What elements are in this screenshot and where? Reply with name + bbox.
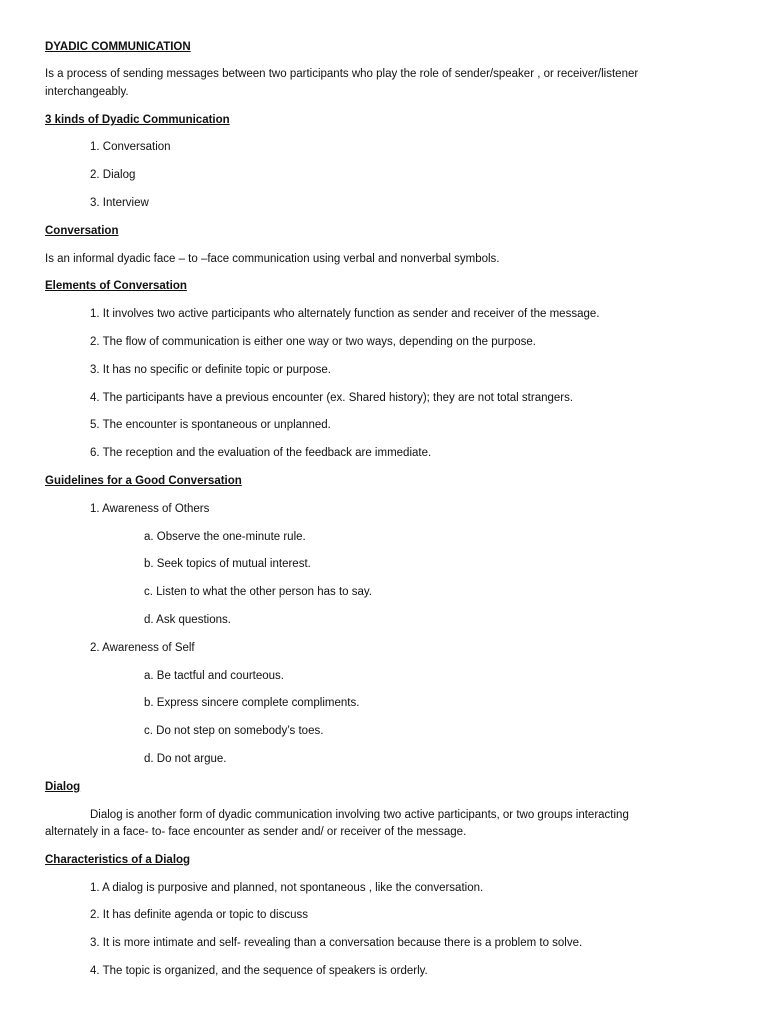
list-item: 5. The encounter is spontaneous or unplanned.: [90, 419, 331, 431]
sub-list-item: a. Observe the one-minute rule.: [144, 531, 306, 543]
list-item: 3. It is more intimate and self- revealing than a conversation because there is a problem to solve.: [90, 937, 583, 949]
section-heading-characteristics: Characteristics of a Dialog: [45, 854, 191, 866]
list-item: 4. The topic is organized, and the sequence of speakers is orderly.: [90, 965, 428, 977]
sub-list-item: a. Be tactful and courteous.: [144, 670, 285, 682]
list-item: 1. A dialog is purposive and planned, not spontaneous , like the conversation.: [90, 882, 484, 894]
list-item: 1. Conversation: [90, 141, 171, 153]
list-item: 2. Dialog: [90, 169, 136, 181]
definition-line: interchangeably.: [45, 86, 129, 98]
sub-list-item: d. Do not argue.: [144, 753, 227, 765]
list-item: 3. Interview: [90, 197, 149, 209]
sub-list-item: d. Ask questions.: [144, 614, 231, 626]
list-item: 4. The participants have a previous encounter (ex. Shared history); they are not total strangers.: [90, 392, 574, 404]
dialog-paragraph-line: Dialog is another form of dyadic communication involving two active participants, or two groups interacting: [90, 809, 629, 821]
list-item: 1. Awareness of Others: [90, 503, 210, 515]
definition-line: Is a process of sending messages between two participants who play the role of sender/speaker , or receiver/listener: [45, 68, 639, 80]
list-item: 6. The reception and the evaluation of the feedback are immediate.: [90, 447, 432, 459]
list-item: 2. Awareness of Self: [90, 642, 195, 654]
list-item: 1. It involves two active participants who alternately function as sender and receiver of the message.: [90, 308, 600, 320]
dialog-paragraph-line: alternately in a face- to- face encounter as sender and/ or receiver of the message.: [45, 826, 467, 838]
list-item: 2. It has definite agenda or topic to discuss: [90, 909, 308, 921]
sub-list-item: b. Seek topics of mutual interest.: [144, 558, 311, 570]
section-heading-kinds: 3 kinds of Dyadic Communication: [45, 114, 230, 126]
document-title: DYADIC COMMUNICATION: [45, 41, 191, 53]
sub-list-item: b. Express sincere complete compliments.: [144, 697, 360, 709]
sub-list-item: c. Do not step on somebody’s toes.: [144, 725, 324, 737]
section-heading-dialog: Dialog: [45, 781, 81, 793]
list-item: 3. It has no specific or definite topic or purpose.: [90, 364, 331, 376]
section-heading-conversation: Conversation: [45, 225, 119, 237]
section-heading-elements: Elements of Conversation: [45, 280, 187, 292]
list-item: 2. The flow of communication is either one way or two ways, depending on the purpose.: [90, 336, 536, 348]
sub-list-item: c. Listen to what the other person has to say.: [144, 586, 373, 598]
conversation-definition: Is an informal dyadic face – to –face communication using verbal and nonverbal symbols.: [45, 253, 500, 265]
section-heading-guidelines: Guidelines for a Good Conversation: [45, 475, 242, 487]
